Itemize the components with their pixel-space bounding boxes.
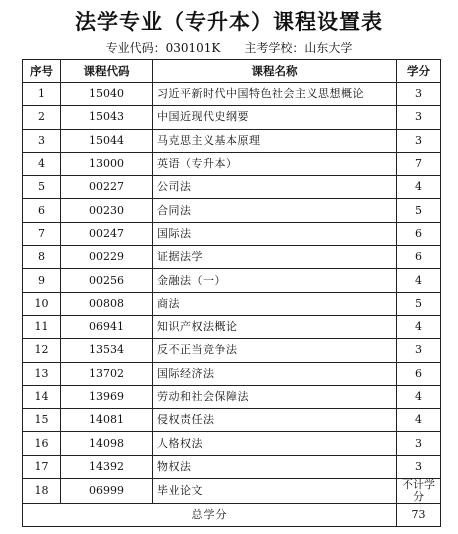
course-code: 00227: [61, 176, 153, 199]
table-row: [23, 269, 441, 292]
course-credits: 3: [397, 129, 441, 152]
course-credits: 3: [397, 106, 441, 129]
page-title: 法学专业（专升本）课程设置表: [75, 10, 383, 34]
row-index: 8: [23, 246, 61, 269]
course-credits: 3: [397, 339, 441, 362]
course-code: 06999: [61, 479, 153, 504]
course-credits: 3: [397, 455, 441, 478]
table-row: [23, 432, 441, 455]
row-index: 9: [23, 269, 61, 292]
course-name: 商法: [153, 292, 397, 315]
course-credits: 5: [397, 292, 441, 315]
row-index: 10: [23, 292, 61, 315]
course-name: 合同法: [153, 199, 397, 222]
course-name: 国际法: [153, 222, 397, 245]
course-name: 劳动和社会保障法: [153, 385, 397, 408]
course-name: 毕业论文: [153, 479, 397, 504]
course-code: 13969: [61, 385, 153, 408]
course-code: 15043: [61, 106, 153, 129]
course-credits: 4: [397, 385, 441, 408]
course-name: 中国近现代史纲要: [153, 106, 397, 129]
header-row: [23, 60, 441, 83]
table-row: [23, 479, 441, 504]
course-credits: 5: [397, 199, 441, 222]
table-row: [23, 292, 441, 315]
course-code: 15040: [61, 83, 153, 106]
course-credits: 6: [397, 362, 441, 385]
row-index: 13: [23, 362, 61, 385]
table-row: [23, 152, 441, 175]
row-index: 12: [23, 339, 61, 362]
course-credits: 7: [397, 152, 441, 175]
table-row: [23, 385, 441, 408]
course-name: 人格权法: [153, 432, 397, 455]
course-name: 公司法: [153, 176, 397, 199]
course-name: 习近平新时代中国特色社会主义思想概论: [153, 83, 397, 106]
total-label: 总学分: [23, 504, 397, 527]
course-credits: 4: [397, 409, 441, 432]
course-code: 13000: [61, 152, 153, 175]
total-credits: 73: [397, 504, 441, 527]
course-name: 金融法（一）: [153, 269, 397, 292]
course-credits: 6: [397, 246, 441, 269]
table-row: [23, 129, 441, 152]
course-credits: 4: [397, 176, 441, 199]
row-index: 5: [23, 176, 61, 199]
course-name: 知识产权法概论: [153, 315, 397, 338]
row-index: 14: [23, 385, 61, 408]
total-row: [23, 504, 441, 527]
course-code: 00229: [61, 246, 153, 269]
course-name: 国际经济法: [153, 362, 397, 385]
table-row: [23, 315, 441, 338]
course-credits: 4: [397, 315, 441, 338]
course-code: 06941: [61, 315, 153, 338]
course-code: 14081: [61, 409, 153, 432]
table-row: [23, 222, 441, 245]
row-index: 2: [23, 106, 61, 129]
header-index: 序号: [23, 60, 61, 83]
table-row: [23, 176, 441, 199]
row-index: 6: [23, 199, 61, 222]
table-row: [23, 199, 441, 222]
course-name: 英语（专升本）: [153, 152, 397, 175]
row-index: 18: [23, 479, 61, 504]
table-row: [23, 246, 441, 269]
row-index: 15: [23, 409, 61, 432]
course-code: 14392: [61, 455, 153, 478]
course-code: 15044: [61, 129, 153, 152]
course-name: 反不正当竞争法: [153, 339, 397, 362]
table-row: [23, 83, 441, 106]
course-name: 证据法学: [153, 246, 397, 269]
row-index: 17: [23, 455, 61, 478]
table-row: [23, 362, 441, 385]
course-name: 侵权责任法: [153, 409, 397, 432]
course-code: 00230: [61, 199, 153, 222]
course-credits: 4: [397, 269, 441, 292]
header-credits: 学分: [397, 60, 441, 83]
course-code: 00808: [61, 292, 153, 315]
course-name: 物权法: [153, 455, 397, 478]
course-name: 马克思主义基本原理: [153, 129, 397, 152]
table-row: [23, 106, 441, 129]
row-index: 4: [23, 152, 61, 175]
course-table: [22, 59, 441, 527]
header-course-name: 课程名称: [153, 60, 397, 83]
table-body: [23, 83, 441, 504]
table-row: [23, 455, 441, 478]
course-credits: 3: [397, 432, 441, 455]
course-credits: 3: [397, 83, 441, 106]
row-index: 1: [23, 83, 61, 106]
course-code: 14098: [61, 432, 153, 455]
row-index: 16: [23, 432, 61, 455]
header-code: 课程代码: [61, 60, 153, 83]
course-code: 00247: [61, 222, 153, 245]
course-credits: 6: [397, 222, 441, 245]
table-row: [23, 339, 441, 362]
row-index: 3: [23, 129, 61, 152]
course-code: 13534: [61, 339, 153, 362]
subtitle: 专业代码：030101K 主考学校：山东大学: [105, 41, 353, 55]
course-code: 13702: [61, 362, 153, 385]
table-row: [23, 409, 441, 432]
course-credits: 不计学分: [397, 479, 441, 504]
row-index: 11: [23, 315, 61, 338]
course-code: 00256: [61, 269, 153, 292]
row-index: 7: [23, 222, 61, 245]
